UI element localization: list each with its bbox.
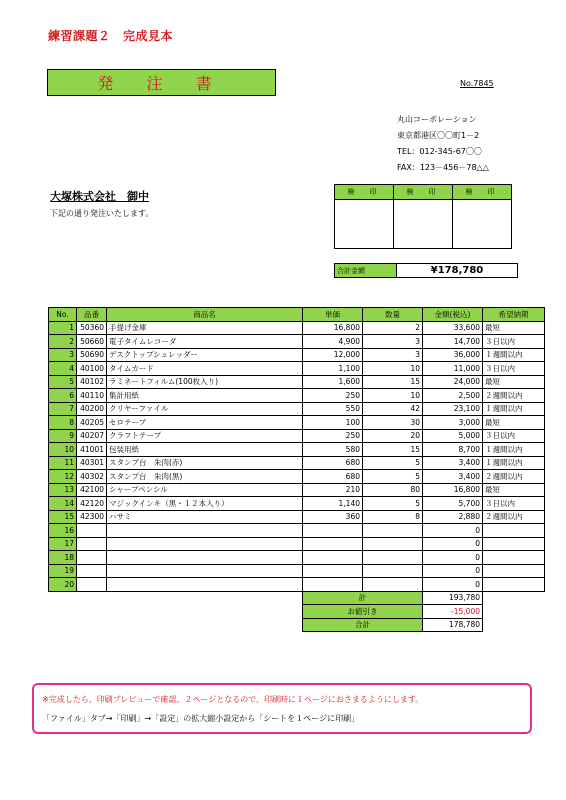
sender-company: 丸山コーポレーション [397,115,477,124]
table-cell[interactable]: 40110 [77,389,107,403]
table-cell[interactable]: シャープペンシル [107,483,303,497]
sender-fax: FAX：123－456－78△△ [397,163,489,172]
summary-spacer [49,605,303,619]
table-cell[interactable]: ラミネートフィルム(100枚入り) [107,375,303,389]
table-cell[interactable]: 5 [363,497,423,511]
table-header-row [49,308,545,322]
table-cell[interactable]: 最短 [483,375,545,389]
table-cell[interactable]: 手提げ金庫 [107,321,303,335]
summary-spacer [483,605,545,619]
table-cell[interactable] [107,537,303,551]
page-heading: 練習課題２ 完成見本 [48,29,174,43]
summary-row [49,591,545,605]
table-cell[interactable] [483,564,545,578]
table-cell[interactable]: 210 [303,483,363,497]
table-cell[interactable]: 40205 [77,416,107,430]
table-cell[interactable] [77,564,107,578]
summary-value: -15,000 [423,605,483,619]
column-header: 単価 [303,308,363,322]
table-cell[interactable]: 36,000 [423,348,483,362]
table-cell[interactable]: １週間以内 [483,443,545,457]
table-cell[interactable]: 42 [363,402,423,416]
instruction-line-1: ※完成したら、印刷プレビューで確認、２ページとなるので、印刷時に１ページにおさまるようにします。 [42,695,424,704]
table-cell[interactable]: １週間以内 [483,402,545,416]
table-cell[interactable] [483,537,545,551]
table-cell[interactable]: 0 [423,578,483,592]
table-cell[interactable]: セロテープ [107,416,303,430]
table-cell: 4 [49,362,77,376]
table-row [49,416,545,430]
table-cell[interactable] [77,524,107,538]
table-cell[interactable]: ３日以内 [483,429,545,443]
table-row [49,402,545,416]
table-cell[interactable] [303,551,363,565]
table-cell[interactable]: 2 [363,321,423,335]
table-cell: 6 [49,389,77,403]
table-cell[interactable] [303,524,363,538]
request-text: 下記の通り発注いたします。 [50,209,154,218]
table-cell[interactable]: 5 [363,456,423,470]
table-cell[interactable] [363,551,423,565]
summary-row [49,618,545,632]
table-cell[interactable]: １週間以内 [483,456,545,470]
table-cell[interactable]: 12,000 [303,348,363,362]
table-cell[interactable]: 4,900 [303,335,363,349]
table-cell[interactable]: 0 [423,564,483,578]
stamp-label: 検 印 [335,185,394,200]
table-row [49,483,545,497]
stamp-cell[interactable] [394,200,453,249]
table-cell[interactable]: 250 [303,389,363,403]
table-cell: 5 [49,375,77,389]
total-amount-label: 合計金額 [335,264,397,277]
table-row [49,578,545,592]
table-cell[interactable]: 30 [363,416,423,430]
table-cell[interactable]: 100 [303,416,363,430]
table-row [49,321,545,335]
stamp-label: 検 印 [394,185,453,200]
table-cell[interactable]: 40301 [77,456,107,470]
sender-info [397,112,489,176]
table-cell: 19 [49,564,77,578]
table-cell[interactable]: 50690 [77,348,107,362]
table-cell[interactable]: 16,800 [423,483,483,497]
table-cell[interactable]: 23,100 [423,402,483,416]
instruction-note-box [32,683,532,734]
total-amount-box [334,263,518,278]
table-cell[interactable]: 最短 [483,321,545,335]
table-cell[interactable]: 680 [303,456,363,470]
table-cell[interactable]: 580 [303,443,363,457]
column-header: 品番 [77,308,107,322]
table-cell[interactable]: 33,600 [423,321,483,335]
table-cell[interactable]: 2,880 [423,510,483,524]
table-cell[interactable]: 40207 [77,429,107,443]
table-row [49,375,545,389]
table-cell: 16 [49,524,77,538]
table-cell[interactable]: 50360 [77,321,107,335]
table-cell[interactable] [77,551,107,565]
table-cell: 7 [49,402,77,416]
table-cell[interactable]: クラフトテープ [107,429,303,443]
column-header: 数量 [363,308,423,322]
table-row [49,456,545,470]
table-cell: 15 [49,510,77,524]
summary-spacer [483,591,545,605]
document-title: 発 注 書 [47,69,276,96]
table-row [49,524,545,538]
summary-label: お値引き [303,605,423,619]
table-cell[interactable] [483,551,545,565]
table-cell: 12 [49,470,77,484]
table-cell[interactable] [107,578,303,592]
table-cell[interactable] [363,537,423,551]
table-cell[interactable]: 3,400 [423,470,483,484]
table-cell[interactable]: ２週間以内 [483,470,545,484]
table-cell[interactable]: 250 [303,429,363,443]
table-cell: 3 [49,348,77,362]
table-cell[interactable]: １週間以内 [483,348,545,362]
sender-address: 東京都港区〇〇町1－2 [397,131,480,140]
summary-label: 合計 [303,618,423,632]
table-cell[interactable]: ハサミ [107,510,303,524]
stamp-table [334,184,512,249]
table-cell[interactable] [483,524,545,538]
table-cell[interactable]: ２週間以内 [483,389,545,403]
table-cell: 13 [49,483,77,497]
table-cell[interactable]: タイムカード [107,362,303,376]
table-cell[interactable] [363,578,423,592]
table-cell[interactable]: 20 [363,429,423,443]
table-cell: 10 [49,443,77,457]
table-cell[interactable]: 11,000 [423,362,483,376]
table-cell[interactable]: 550 [303,402,363,416]
recipient: 大塚株式会社 御中 [50,190,149,203]
table-cell[interactable]: 40200 [77,402,107,416]
order-table [48,307,545,632]
table-cell[interactable]: 40102 [77,375,107,389]
table-cell[interactable]: 5,000 [423,429,483,443]
table-cell[interactable]: 360 [303,510,363,524]
table-row [49,551,545,565]
table-cell: 18 [49,551,77,565]
table-cell[interactable] [77,578,107,592]
table-cell[interactable] [107,564,303,578]
table-cell[interactable]: ３日以内 [483,497,545,511]
table-cell[interactable] [107,524,303,538]
table-cell[interactable]: 10 [363,389,423,403]
column-header: No. [49,308,77,322]
table-cell[interactable]: 80 [363,483,423,497]
table-cell[interactable]: 41001 [77,443,107,457]
table-cell[interactable]: 8 [363,510,423,524]
table-cell[interactable]: マジックインキ（黒・１２本入り） [107,497,303,511]
table-cell[interactable] [363,524,423,538]
summary-value: 178,780 [423,618,483,632]
table-cell: 20 [49,578,77,592]
table-cell[interactable]: 680 [303,470,363,484]
table-cell[interactable]: 1,100 [303,362,363,376]
table-cell[interactable]: 最短 [483,416,545,430]
table-cell[interactable]: 電子タイムレコーダ [107,335,303,349]
summary-label: 計 [303,591,423,605]
table-cell[interactable]: クリヤーファイル [107,402,303,416]
total-amount-value: ¥178,780 [430,265,484,276]
table-cell[interactable]: ３日以内 [483,335,545,349]
table-cell[interactable]: 24,000 [423,375,483,389]
table-cell: 9 [49,429,77,443]
table-cell[interactable]: 5,700 [423,497,483,511]
table-cell[interactable] [303,564,363,578]
table-cell[interactable]: 42100 [77,483,107,497]
sender-tel: TEL：012-345-67〇〇 [397,147,482,156]
table-cell[interactable]: 3,000 [423,416,483,430]
column-header: 商品名 [107,308,303,322]
table-cell[interactable]: 42120 [77,497,107,511]
table-cell: 8 [49,416,77,430]
stamp-label: 検 印 [453,185,512,200]
table-cell[interactable]: 15 [363,443,423,457]
table-cell[interactable]: スタンプ台 朱肉(赤) [107,456,303,470]
table-row [49,510,545,524]
table-cell[interactable]: 集計用紙 [107,389,303,403]
table-cell: 11 [49,456,77,470]
order-number: No.7845 [460,79,494,88]
table-cell[interactable]: 0 [423,537,483,551]
table-cell[interactable]: 10 [363,362,423,376]
summary-row [49,605,545,619]
summary-value: 193,780 [423,591,483,605]
summary-spacer [483,618,545,632]
table-cell[interactable]: 5 [363,470,423,484]
table-cell[interactable]: 42300 [77,510,107,524]
table-cell: 2 [49,335,77,349]
table-cell[interactable]: 0 [423,551,483,565]
table-cell[interactable]: 3 [363,348,423,362]
table-row [49,497,545,511]
table-row [49,348,545,362]
table-cell[interactable]: 包装用紙 [107,443,303,457]
summary-spacer [49,591,303,605]
table-cell[interactable]: スタンプ台 朱肉(黒) [107,470,303,484]
table-row [49,470,545,484]
table-cell[interactable]: 0 [423,524,483,538]
table-row [49,564,545,578]
table-cell[interactable] [107,551,303,565]
table-cell[interactable] [77,537,107,551]
column-header: 希望納期 [483,308,545,322]
table-row [49,362,545,376]
table-cell[interactable]: 40100 [77,362,107,376]
table-cell[interactable]: 1,140 [303,497,363,511]
table-cell: 1 [49,321,77,335]
table-row [49,389,545,403]
table-cell[interactable] [303,537,363,551]
table-cell[interactable]: ３日以内 [483,362,545,376]
table-cell[interactable]: 1,600 [303,375,363,389]
summary-spacer [49,618,303,632]
table-row [49,429,545,443]
table-cell[interactable]: デスクトップシュレッダー [107,348,303,362]
table-cell: 17 [49,537,77,551]
table-cell[interactable]: 15 [363,375,423,389]
table-cell[interactable]: 8,700 [423,443,483,457]
table-cell[interactable]: 14,700 [423,335,483,349]
stamp-cell[interactable] [453,200,512,249]
stamp-cell[interactable] [335,200,394,249]
table-cell[interactable] [363,564,423,578]
table-cell[interactable] [303,578,363,592]
table-cell: 14 [49,497,77,511]
table-cell[interactable]: 40302 [77,470,107,484]
table-cell[interactable]: 最短 [483,483,545,497]
table-cell[interactable]: ２週間以内 [483,510,545,524]
table-row [49,335,545,349]
table-cell[interactable]: 2,500 [423,389,483,403]
table-cell[interactable]: 3,400 [423,456,483,470]
instruction-line-2: 「ファイル」タブ→「印刷」→「設定」の拡大縮小設定から「シートを１ページに印刷」 [42,714,360,723]
table-row [49,537,545,551]
table-cell[interactable]: 50660 [77,335,107,349]
table-cell[interactable]: 16,800 [303,321,363,335]
column-header: 金額(税込) [423,308,483,322]
table-row [49,443,545,457]
table-cell[interactable] [483,578,545,592]
table-cell[interactable]: 3 [363,335,423,349]
